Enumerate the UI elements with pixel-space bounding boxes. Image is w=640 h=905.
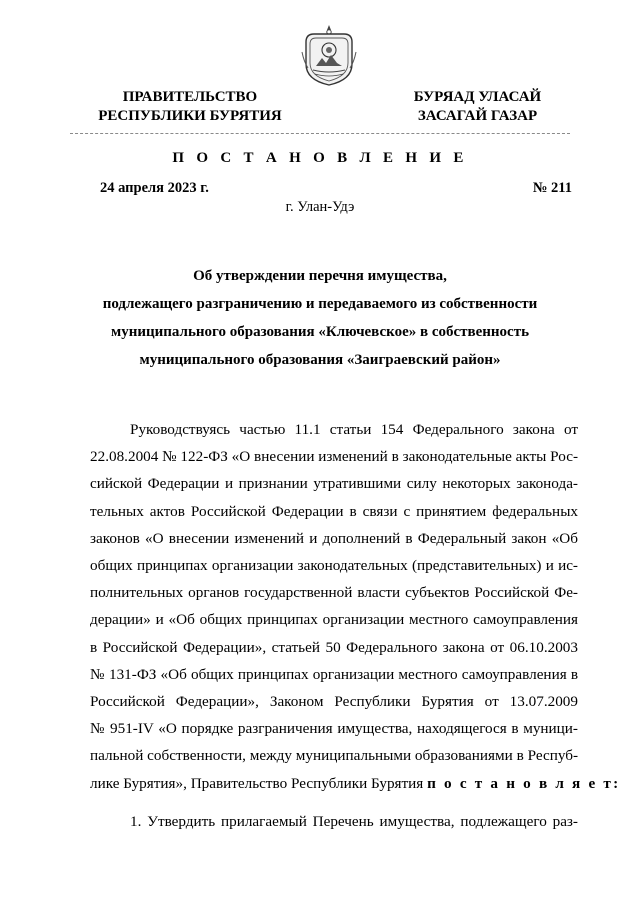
title-line: муниципального образования «Ключевское» в собственность: [110, 324, 530, 340]
government-name-russian: [70, 88, 310, 126]
government-name-buryat-line-1: БУРЯАД УЛАСАЙ: [413, 89, 542, 105]
title-line: муниципального образования «Заиграевский район»: [139, 352, 501, 368]
body-line: тельных актов Российской Федерации в связи с принятием федеральных: [90, 502, 578, 520]
body-last-line-text: лике Бурятия», Правительство Республики Бурятия: [90, 774, 424, 792]
body-line: № 951-IV «О порядке разграничения имущества, находящегося в муници-: [90, 720, 578, 738]
document-body: [90, 416, 621, 797]
government-name-line-1: ПРАВИТЕЛЬСТВО: [122, 89, 258, 105]
document-number: № 211: [532, 180, 572, 196]
body-line: полнительных органов государственной власти субъектов Российской Фе-: [90, 584, 578, 602]
coat-of-arms-emblem: [300, 22, 358, 88]
header-divider: [70, 133, 570, 134]
document-title: [60, 262, 580, 374]
government-name-buryat: [385, 88, 570, 126]
body-line: законов «О внесении изменений и дополнений в Федеральный закон «Об: [90, 529, 578, 547]
body-line: в Российской Федерации», статьей 50 Федерального закона от 06.10.2003: [90, 638, 578, 656]
document-city: г. Улан-Удэ: [285, 199, 355, 215]
body-line: № 131-ФЗ «Об общих принципах организации местного самоуправления в: [90, 665, 578, 683]
title-line: подлежащего разграничению и передаваемого из собственности: [102, 296, 538, 312]
body-line: 22.08.2004 № 122-ФЗ «О внесении изменений в законодательные акты Рос-: [90, 448, 579, 466]
title-line: Об утверждении перечня имущества,: [193, 268, 447, 284]
government-name-buryat-line-2: ЗАСАГАЙ ГАЗАР: [417, 108, 538, 124]
body-last-line: [90, 770, 621, 797]
body-line: Российской Федерации», Законом Республики Бурятия от 13.07.2009: [90, 693, 578, 711]
body-line: Руководствуясь частью 11.1 статьи 154 Федерального закона от: [130, 421, 578, 438]
body-line: сийской Федерации и признании утратившими силу некоторых законода-: [90, 475, 578, 493]
document-date: 24 апреля 2023 г.: [100, 180, 209, 196]
body-line: дерации» и «Об общих принципах организации местного самоуправления: [90, 611, 578, 629]
government-name-line-2: РЕСПУБЛИКИ БУРЯТИЯ: [98, 108, 282, 124]
body-line: пальной собственности, между муниципальными образованиями в Респуб-: [90, 747, 578, 765]
document-type: П О С Т А Н О В Л Е Н И Е: [172, 150, 468, 166]
body-line: общих принципах организации законодательных (представительных) и ис-: [90, 557, 578, 575]
resolution-item-1: 1. Утвердить прилагаемый Перечень имущества, подлежащего раз-: [130, 813, 578, 830]
resolution-word: п о с т а н о в л я е т:: [427, 774, 621, 792]
